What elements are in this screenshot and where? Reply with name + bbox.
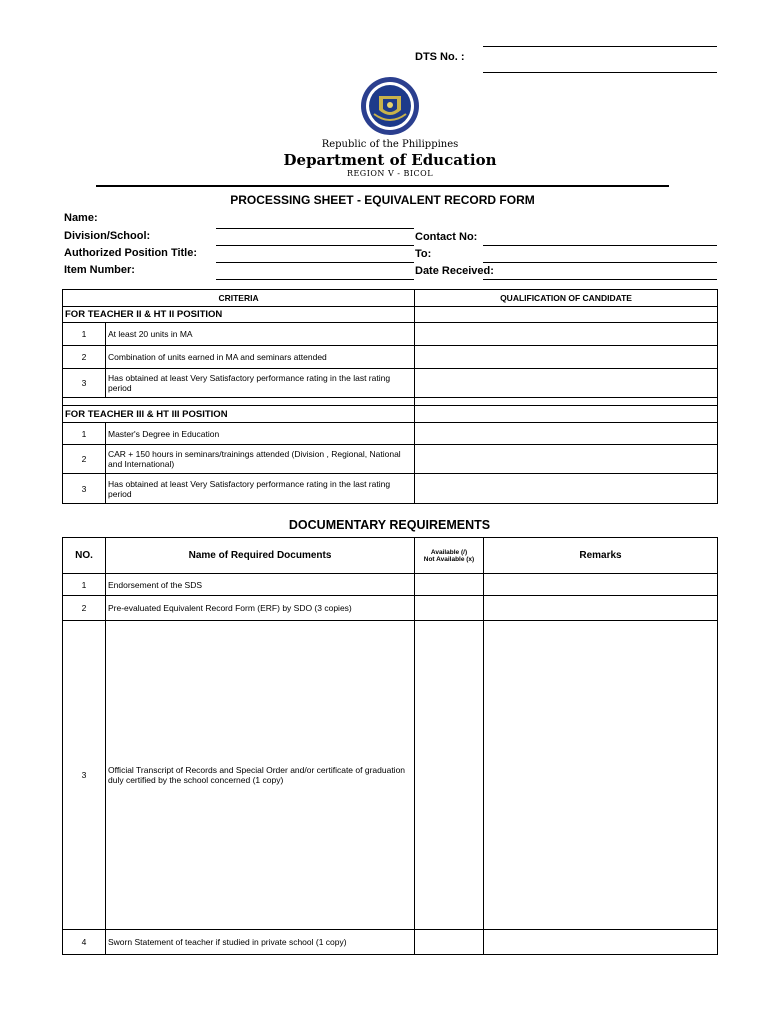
row-number: 3 <box>63 369 106 398</box>
date-received-field[interactable] <box>483 279 717 280</box>
section-teacher-ii-title: FOR TEACHER II & HT II POSITION <box>63 307 415 323</box>
row-number: 1 <box>63 574 106 596</box>
to-label: To: <box>415 248 432 260</box>
table-row <box>63 346 718 369</box>
name-label: Name: <box>64 212 98 224</box>
row-number: 3 <box>63 474 106 504</box>
table-row <box>63 474 718 504</box>
qualification-header: QUALIFICATION OF CANDIDATE <box>415 290 718 307</box>
documentary-requirements-title: DOCUMENTARY REQUIREMENTS <box>288 518 491 532</box>
availability-cell[interactable] <box>415 596 484 621</box>
qualification-cell[interactable] <box>415 369 718 398</box>
document-name: Official Transcript of Records and Special Order and/or certificate of graduation duly certified by the school concerned (1 copy) <box>106 621 415 930</box>
availability-cell[interactable] <box>415 621 484 930</box>
criteria-text: Has obtained at least Very Satisfactory performance rating in the last rating period <box>106 369 415 398</box>
header-divider <box>96 185 669 187</box>
name-field[interactable] <box>216 228 414 229</box>
division-school-field[interactable] <box>216 245 414 246</box>
qualification-cell[interactable] <box>415 323 718 346</box>
section-teacher-iii-title: FOR TEACHER III & HT III POSITION <box>63 406 415 423</box>
document-name: Pre-evaluated Equivalent Record Form (ERF) by SDO (3 copies) <box>106 596 415 621</box>
row-number: 2 <box>63 445 106 474</box>
availability-cell[interactable] <box>415 574 484 596</box>
qualification-cell[interactable] <box>415 346 718 369</box>
table-row <box>63 445 718 474</box>
available-label: Available (/) <box>430 548 468 556</box>
table-row <box>63 596 718 621</box>
spacer-row <box>63 398 718 406</box>
item-number-field[interactable] <box>216 279 414 280</box>
form-title: PROCESSING SHEET - EQUIVALENT RECORD FORM <box>230 193 535 207</box>
table-row <box>63 369 718 398</box>
qualification-cell[interactable] <box>415 406 718 423</box>
row-number: 2 <box>63 596 106 621</box>
criteria-text: Master's Degree in Education <box>106 423 415 445</box>
item-number-label: Item Number: <box>64 264 135 276</box>
row-number: 1 <box>63 423 106 445</box>
document-name: Sworn Statement of teacher if studied in private school (1 copy) <box>106 930 415 955</box>
table-row <box>63 621 718 930</box>
region-name: REGION V - BICOL <box>346 169 434 178</box>
criteria-header: CRITERIA <box>63 290 415 307</box>
no-header: NO. <box>63 538 106 574</box>
row-number: 2 <box>63 346 106 369</box>
dts-number-line-2[interactable] <box>483 72 717 73</box>
qualification-cell[interactable] <box>415 307 718 323</box>
dts-number-label: DTS No. : <box>415 51 465 63</box>
department-name: Department of Education <box>283 151 497 169</box>
remarks-header: Remarks <box>484 538 718 574</box>
table-row <box>63 930 718 955</box>
table-row <box>63 323 718 346</box>
date-received-label: Date Received: <box>415 265 494 277</box>
criteria-text: At least 20 units in MA <box>106 323 415 346</box>
document-name-header: Name of Required Documents <box>106 538 415 574</box>
contact-no-label: Contact No: <box>415 231 478 243</box>
remarks-cell[interactable] <box>484 596 718 621</box>
contact-no-field[interactable] <box>483 245 717 246</box>
position-title-field[interactable] <box>216 262 414 263</box>
remarks-cell[interactable] <box>484 930 718 955</box>
row-number: 4 <box>63 930 106 955</box>
remarks-cell[interactable] <box>484 574 718 596</box>
qualification-cell[interactable] <box>415 445 718 474</box>
republic-text: Republic of the Philippines <box>321 139 459 150</box>
row-number: 1 <box>63 323 106 346</box>
table-row <box>63 574 718 596</box>
criteria-text: CAR + 150 hours in seminars/trainings attended (Division , Regional, National and International) <box>106 445 415 474</box>
to-field[interactable] <box>483 262 717 263</box>
qualification-cell[interactable] <box>415 474 718 504</box>
table-row <box>63 423 718 445</box>
criteria-text: Combination of units earned in MA and seminars attended <box>106 346 415 369</box>
availability-cell[interactable] <box>415 930 484 955</box>
deped-seal-icon <box>360 76 420 136</box>
position-title-label: Authorized Position Title: <box>64 247 198 259</box>
not-available-label: Not Available (x) <box>423 555 475 563</box>
criteria-table <box>62 289 718 504</box>
availability-header <box>415 538 484 574</box>
remarks-cell[interactable] <box>484 621 718 930</box>
qualification-cell[interactable] <box>415 423 718 445</box>
dts-number-line-1[interactable] <box>483 46 717 47</box>
document-name: Endorsement of the SDS <box>106 574 415 596</box>
criteria-text: Has obtained at least Very Satisfactory performance rating in the last rating period <box>106 474 415 504</box>
row-number: 3 <box>63 621 106 930</box>
division-school-label: Division/School: <box>64 230 151 242</box>
documentary-table <box>62 537 718 955</box>
